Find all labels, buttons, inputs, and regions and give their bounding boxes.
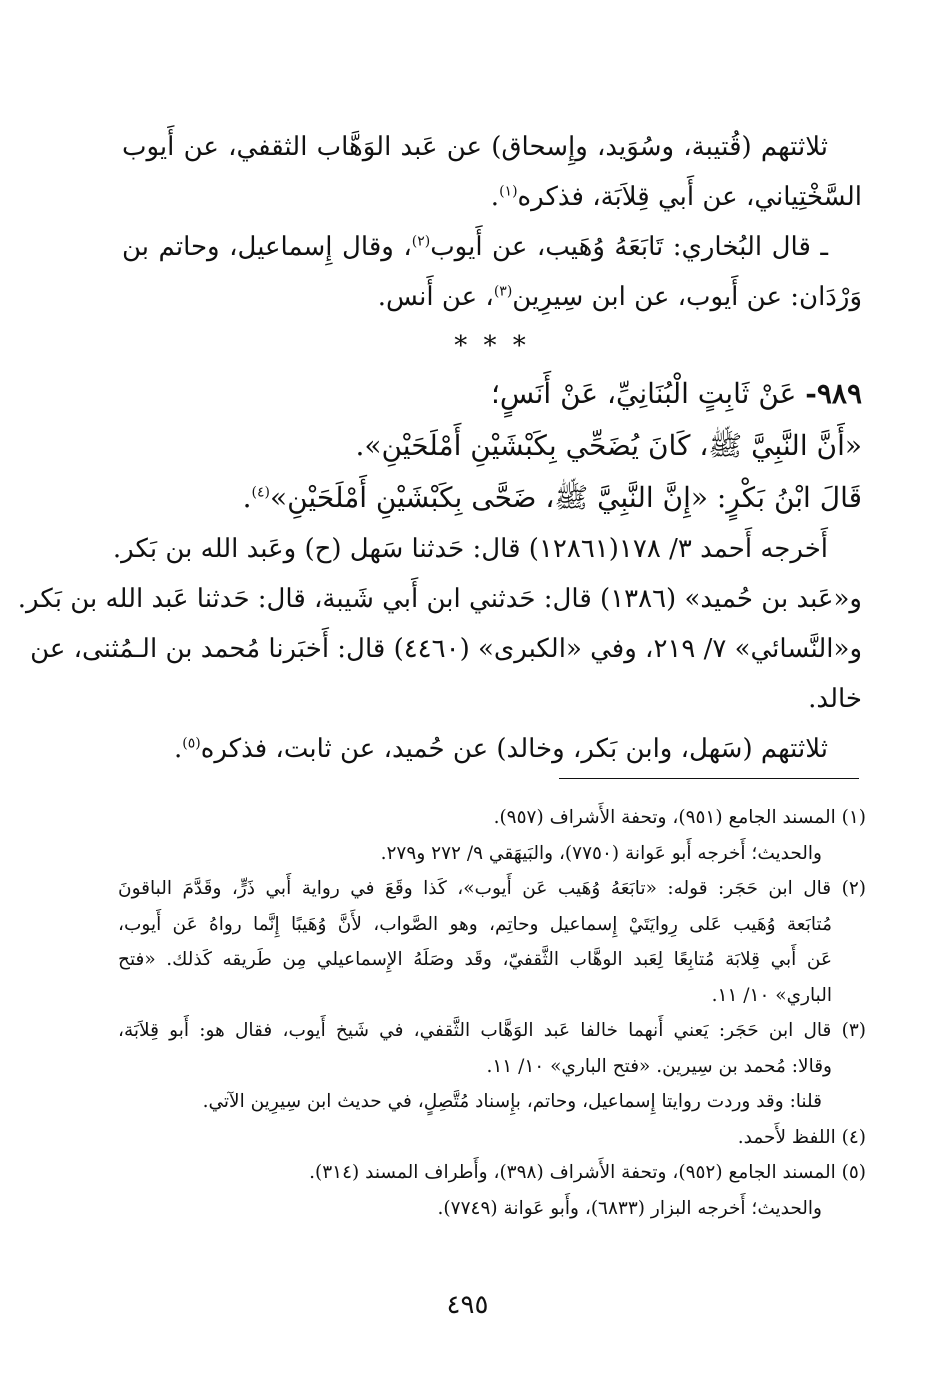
line-text: ثلاثتهم (قُتيبة، وسُوَيد، وإِسحاق) عن عَبد الوَهَّاب الثقفي، عن أَيوب: [122, 132, 828, 162]
line-text: ثلاثتهم (سَهل، وابن بَكر، وخالد) عن حُميد، عن ثابت، فذكره: [200, 734, 828, 764]
line-text: خالد.: [808, 684, 862, 714]
text-line: [122, 724, 862, 774]
hadith-number: ٩٨٩-: [805, 377, 862, 410]
footnote-marker: (١): [499, 183, 518, 200]
text-line: [122, 272, 862, 322]
hadith-text: قَالَ ابْنُ بَكْرٍ: «إِنَّ النَّبِيَّ ﷺ، ضَحَّى بِكَبْشَيْنِ أَمْلَحَيْنِ»: [269, 481, 862, 514]
footnotes: [118, 800, 866, 1226]
hadith-line: [122, 368, 862, 420]
line-text-tail: .: [490, 182, 500, 212]
footnote-marker: (٢): [411, 233, 431, 250]
footnote-line: (١) المسند الجامع (٩٥١)، وتحفة الأَشراف (٩٥٧).: [493, 807, 866, 828]
footnote-line: والحديث؛ أَخرجه أَبو عَوانة (٧٧٥٠)، والبَيهَقي ٩/ ٢٧٢ و٢٧٩.: [380, 842, 822, 864]
footnote-marker: (٤): [251, 484, 270, 501]
footnote-marker: (٥): [182, 735, 201, 752]
line-text-tail: ، وقال إِسماعيل، وحاتم بن: [122, 232, 412, 262]
text-line: [122, 222, 862, 272]
section-separator: * * *: [454, 331, 530, 361]
line-text-tail: .: [174, 734, 183, 764]
footnote-line: مُتابَعة وُهَيب عَلى رِوايَتَيْ إِسماعيل وحاتِم، وهو الصَّواب، لأَنَّ وُهَيبًا إِنَّما رواهُ عَن أَيوب،: [118, 913, 832, 935]
footnote-line: الباري» ١٠/ ١١.: [711, 984, 832, 1006]
text-line: [122, 674, 862, 724]
footnote-divider: [559, 778, 859, 779]
line-text: أَخرجه أَحمد ٣/ ١٧٨(١٢٨٦١) قال: حَدثنا سَهل (ح) وعَبد الله بن بَكر.: [112, 534, 828, 564]
hadith-text-tail: .: [242, 481, 252, 514]
hadith-line: [122, 420, 862, 472]
footnote-marker: (٣): [493, 283, 513, 300]
hadith-block: [122, 368, 862, 524]
line-text: وَرْدَان: عن أَيوب، عن ابن سِيرِين: [512, 282, 862, 312]
intro-paragraphs: [122, 122, 862, 322]
footnote-line: عَن أَبي قِلابَة مُتابِعًا لِعَبد الوهَّاب الثَّقفيّ، وقَد وصَلَهُ الإِسماعيلي مِن طَريقه كَذلك. «فتح: [118, 949, 832, 970]
footnote-line: قلنا: وقد وردت روايتا إِسماعيل، وحاتم، بإِسناد مُتَّصِلٍ، في حديث ابن سِيرِين الآتي.: [202, 1091, 822, 1112]
line-text: السَّخْتِياني، عن أَبي قِلاَبَة، فذكره: [517, 182, 862, 212]
text-line: [122, 122, 862, 172]
hadith-text: «أَنَّ النَّبِيَّ ﷺ، كَانَ يُضَحِّي بِكَبْشَيْنِ أَمْلَحَيْنِ».: [355, 429, 862, 462]
line-text-tail: ، عن أَنس.: [377, 282, 494, 312]
footnote-line: (٤) اللفظ لأَحمد.: [737, 1126, 866, 1148]
text-line: [112, 524, 862, 574]
text-line: [30, 624, 862, 674]
footnote-line: (٣) قال ابن حَجَر: يَعني أَنهما خالفا عَبد الوَهَّاب الثَّقفي، في شَيخ أَيوب، فقال هو: أَبو قِلاَبَة،: [118, 1020, 866, 1041]
line-text: و«النَّسائي» ٧/ ٢١٩، وفي «الكبرى» (٤٤٦٠) قال: أَخبَرنا مُحمد بن الـمُثنى، عن: [30, 634, 862, 664]
line-text: ـ قال البُخاري: تَابَعَهُ وُهَيب، عن أَيوب: [430, 232, 828, 262]
footnote-line: (٢) قال ابن حَجَر: قوله: «تابَعَهُ وُهَيب عَن أَيوب»، كَذا وقَعَ في رواية أَبي ذَرٍّ، وقَدَّمَ الباقونَ: [118, 878, 866, 899]
hadith-text: عَنْ ثَابِتٍ الْبُنَانِيِّ، عَنْ أَنَسٍ؛: [491, 377, 797, 410]
text-line: [122, 172, 862, 222]
footnote-line: وقالا: مُحمد بن سِيرين. «فتح الباري» ١٠/ ١١.: [486, 1055, 832, 1077]
main-text: [17, 122, 862, 774]
takhrij-paragraphs: [17, 524, 862, 774]
hadith-line: [122, 472, 862, 524]
text-line: [17, 574, 862, 624]
line-text: و«عَبد بن حُميد» (١٣٨٦) قال: حَدثني ابن أَبي شَيبة، قال: حَدثنا عَبد الله بن بَكر.: [17, 584, 862, 614]
footnote-line: (٥) المسند الجامع (٩٥٢)، وتحفة الأَشراف (٣٩٨)، وأَطراف المسند (٣١٤).: [309, 1162, 866, 1183]
footnote-line: والحديث؛ أَخرجه البزار (٦٨٣٣)، وأَبو عَوانة (٧٧٤٩).: [437, 1197, 822, 1219]
page-number: ٤٩٥: [446, 1290, 489, 1320]
